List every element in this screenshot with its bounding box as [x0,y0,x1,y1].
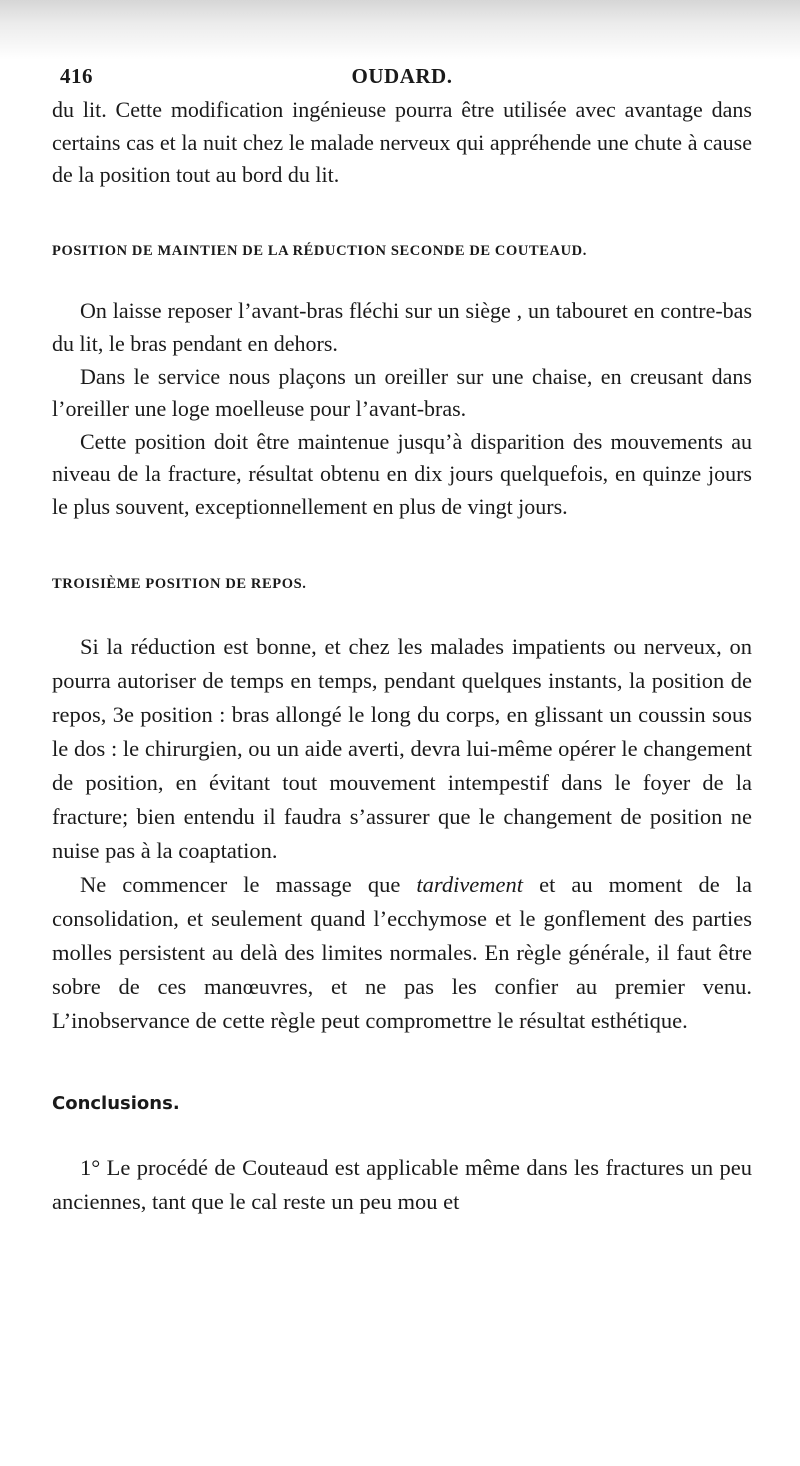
paragraph-duree: Cette position doit être maintenue jusqu’à disparition des mouvements au niveau de la fracture, résultat obtenu en dix jours quelquefois, en quinze jours le plus souvent, exceptionnellement en plus de vingt jours. [52,428,752,519]
paragraph-reduction: Si la réduction est bonne, et chez les malades impatients ou nerveux, on pourra autoriser de temps en temps, pendant quelques instants, la position de repos, 3e position : bras allongé le long du corps, en glissant un coussin sous le dos : le chirurgien, ou un aide averti, devra lui-même opérer le changement de position, en évitant tout mouvement intempestif dans le foyer de la fracture; bien entendu il faudra s’assurer que le changement de position ne nuise pas à la coaptation. [52,634,752,864]
massage-text-end: et au moment de la consolidation, et seulement quand l’ecchymose et le gonflement des parties molles persistent au delà des limites normales. En règle générale, il faut être sobre de ces manœuvres, et ne pas les confier au premier venu. L’inobservance de cette règle peut compromettre le résultat esthétique. [52,872,752,1034]
running-title: OUDARD. [351,64,453,88]
paragraph-conclusion-1: 1° Le procédé de Couteaud est applicable même dans les fractures un peu anciennes, tant que le cal reste un peu mou et [52,1154,752,1214]
running-head [52,60,752,94]
massage-text-italic: tardivement [416,872,524,898]
paragraph-massage [52,868,752,1038]
conclusions-heading: Conclusions. [52,1093,180,1115]
paragraph-continuation: du lit. Cette modification ingénieuse pourra être utilisée avec avantage dans certains cas et la nuit chez le malade nerveux qui appréhende une chute à cause de la position tout au bord du lit. [52,97,752,188]
massage-text-start: Ne commencer le massage que [80,872,417,898]
book-page [52,60,752,1219]
paragraph-oreiller: Dans le service nous plaçons un oreiller sur une chaise, en creusant dans l’oreiller une loge moelleuse pour l’avant-bras. [52,363,752,422]
section-heading-maintien: POSITION DE MAINTIEN DE LA RÉDUCTION SECONDE DE COUTEAUD. [52,242,587,259]
page-number: 416 [60,64,93,88]
paragraph-avant-bras: On laisse reposer l’avant-bras fléchi sur un siège , un tabouret en contre-bas du lit, le bras pendant en dehors. [52,298,752,356]
section-heading-repos: TROISIÈME POSITION DE REPOS. [52,575,307,592]
scan-edge [0,0,800,60]
